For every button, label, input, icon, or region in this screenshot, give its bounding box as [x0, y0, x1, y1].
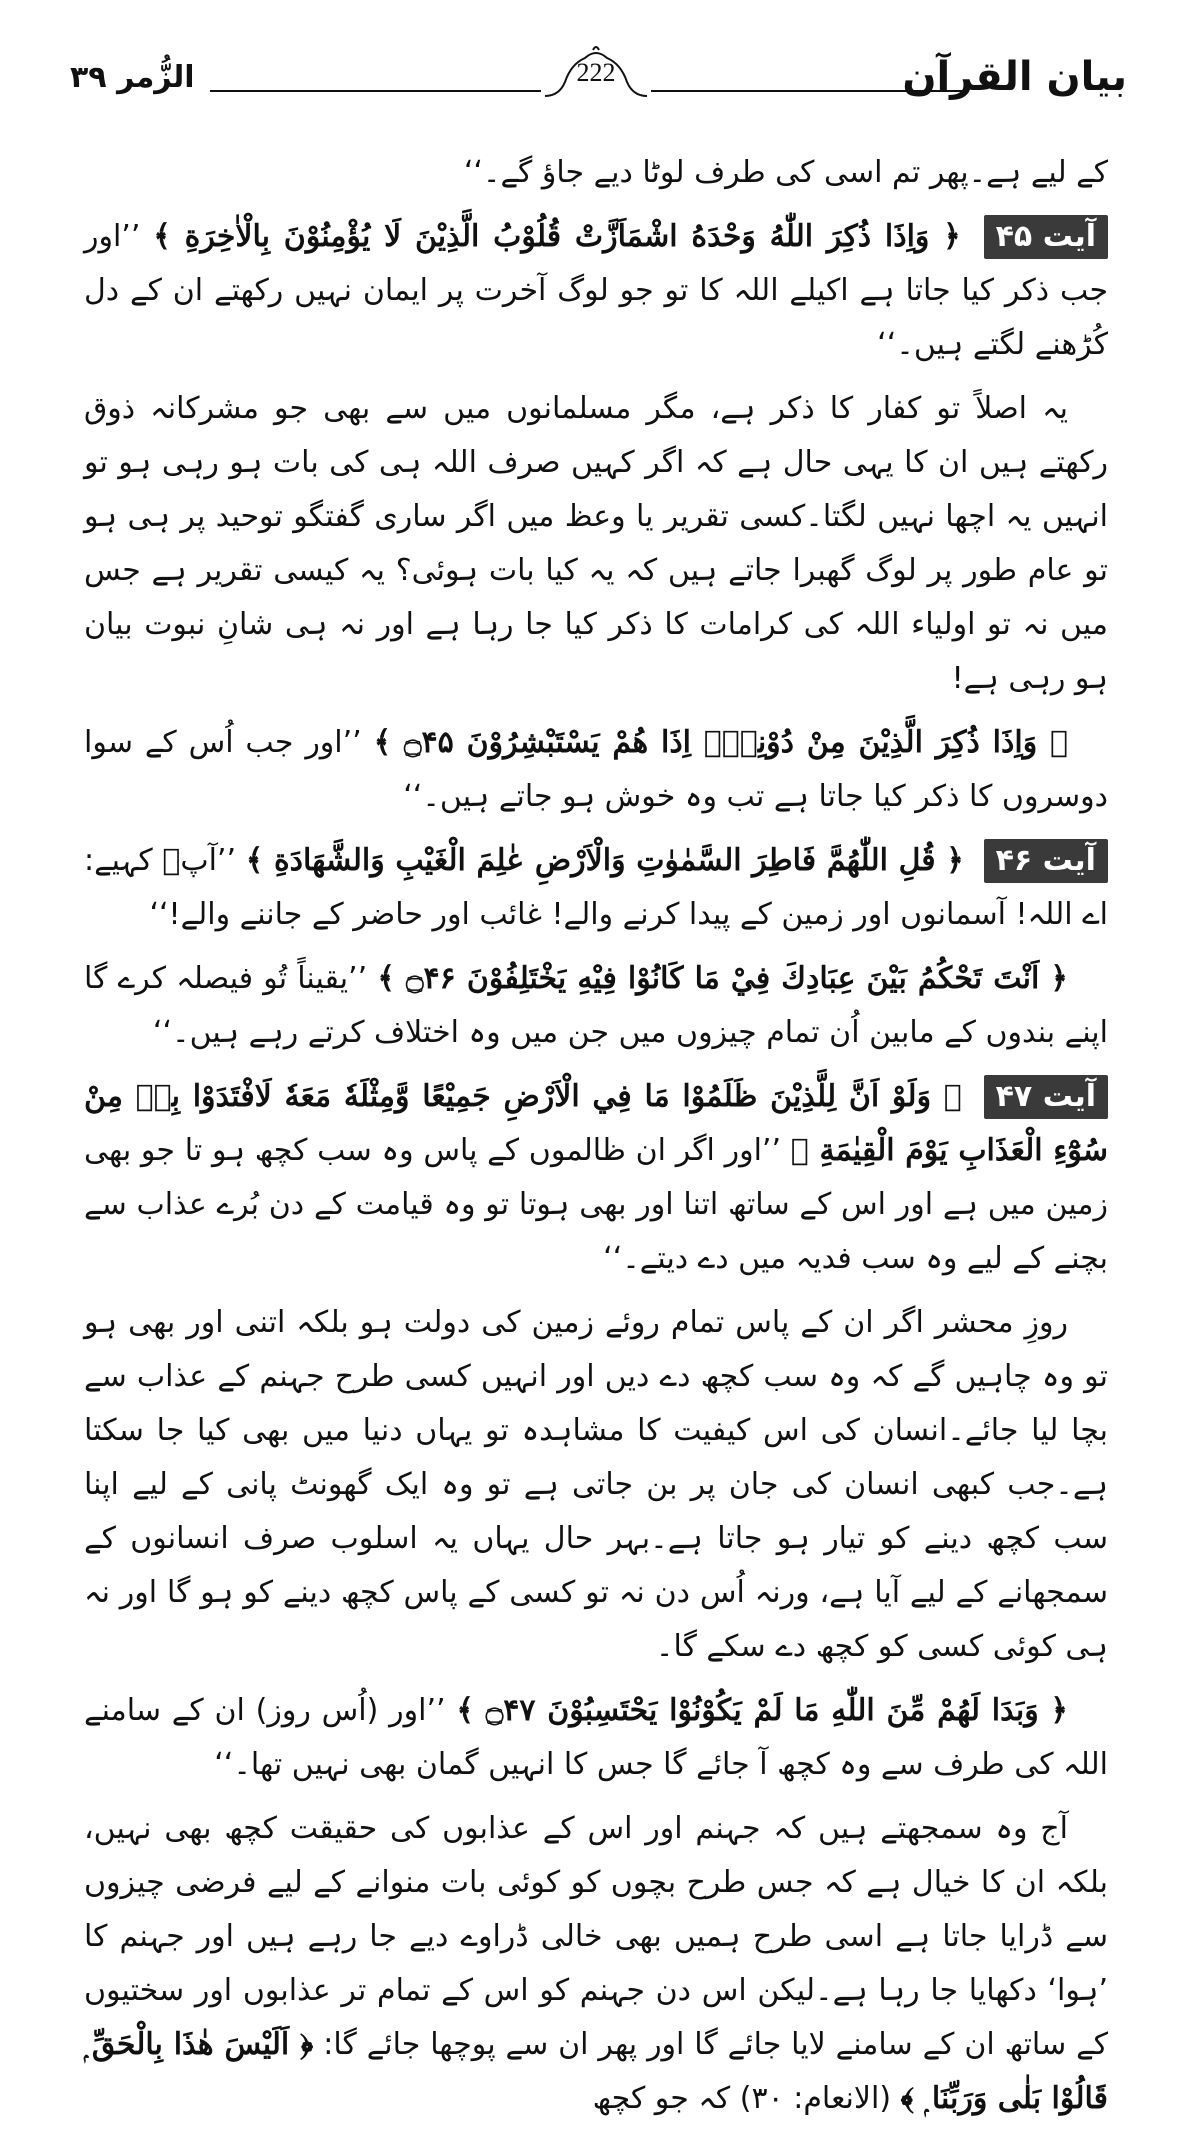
arabic-verse: ﴿ وَلَوْ اَنَّ لِلَّذِيْنَ ظَلَمُوْا مَا فِي الْاَرْضِ جَمِيْعًا وَّمِثْلَهٗ مَعَهٗ لَافْتَدَوْا بِهٖ مِنْ سُوْٓءِ الْعَذَابِ يَوْمَ الْقِيٰمَةِ ﴾: [84, 1079, 1108, 1168]
running-header: [60, 40, 1132, 110]
ayah-label: آیت ۴۶: [984, 839, 1108, 883]
ayah-block-45: [84, 210, 1108, 372]
paragraph-text: آج وہ سمجھتے ہیں کہ جہنم اور اس کے عذابوں کی حقیقت کچھ بھی نہیں، بلکہ ان کا خیال ہے کہ جس طرح بچوں کو کوئی بات منوانے کے لیے فرضی چیزوں سے ڈرایا جاتا ہے اسی طرح ہمیں بھی خالی ڈراوے دیے جا رہے ہیں اور جہنم کا ’ہوا‘ دکھایا جا رہا ہے۔لیکن اس دن جہنم کو اس کے تمام تر عذابوں اور سختیوں کے ساتھ ان کے سامنے لایا جائے گا اور پھر ان سے پوچھا جائے گا:: [84, 1811, 1108, 2062]
paragraph: [84, 1296, 1108, 1674]
paragraph: [84, 382, 1108, 706]
ayah-label: آیت ۴۵: [984, 215, 1108, 259]
verse-paragraph: [84, 716, 1108, 824]
body-text: [84, 146, 1108, 2136]
book-title: بیان القرآن: [902, 54, 1127, 100]
translation-text: ’’اور جب اُس کے سوا دوسروں کا ذکر کیا جاتا ہے تب وہ خوش ہو جاتے ہیں۔‘‘: [84, 725, 1108, 814]
paragraph-text: کہ جو کچھ: [592, 2081, 731, 2116]
surah-label: الزُّمر ۳۹: [70, 60, 195, 95]
verse-paragraph: [84, 1684, 1108, 1792]
paragraph: [84, 146, 1108, 200]
arabic-verse: ﴿ اَلَيْسَ هٰذَا بِالْحَقِّ ۭ قَالُوْا بَلٰى وَرَبِّنَا ۭ ﴾: [84, 2027, 1108, 2116]
verse-reference: (الانعام: ۳۰): [739, 2081, 892, 2116]
paragraph: [84, 1802, 1108, 2126]
page-number-ornament: [541, 44, 651, 106]
ayah-block-46: [84, 834, 1108, 942]
translation-text: ’’اور اگر ان ظالموں کے پاس وہ سب کچھ ہو تا جو بھی زمین میں ہے اور اس کے ساتھ اتنا اور بھی ہوتا تو وہ قیامت کے دن بُرے عذاب سے بچنے کے لیے وہ سب فدیہ میں دے دیتے۔‘‘: [84, 1133, 1108, 1276]
arabic-verse: ﴿ وَاِذَا ذُكِرَ الَّذِيْنَ مِنْ دُوْنِهٖٓ اِذَا هُمْ يَسْتَبْشِرُوْنَ ۝۴۵ ﴾: [373, 725, 1068, 760]
page-number: 222: [576, 58, 616, 87]
paragraph-text: روزِ محشر اگر ان کے پاس تمام روئے زمین کی دولت ہو بلکہ اتنی اور بھی ہو تو وہ چاہیں گے کہ وہ سب کچھ دے دیں اور انہیں کسی طرح جہنم کے عذاب سے بچا لیا جائے۔انسان کی اس کیفیت کا مشاہدہ تو یہاں دنیا میں بھی کیا جا سکتا ہے۔جب کبھی انسان کی جان پر بن جاتی ہے تو وہ ایک گھونٹ پانی کے لیے اپنا سب کچھ دینے کو تیار ہو جاتا ہے۔بہر حال یہاں یہ اسلوب صرف انسانوں کے سمجھانے کے لیے آیا ہے، ورنہ اُس دن نہ تو کسی کے پاس کچھ دینے کو ہو گا اور نہ ہی کوئی کسی کو کچھ دے سکے گا۔: [84, 1305, 1108, 1664]
translation-text: ’’اور (اُس روز) ان کے سامنے اللہ کی طرف سے وہ کچھ آ جائے گا جس کا انہیں گمان بھی نہیں تھا۔‘‘: [84, 1693, 1108, 1782]
arabic-verse: ﴿ اَنْتَ تَحْكُمُ بَيْنَ عِبَادِكَ فِيْ مَا كَانُوْا فِيْهِ يَخْتَلِفُوْنَ ۝۴۶ ﴾: [377, 961, 1068, 996]
translation-text: ’’یقیناً تُو فیصلہ کرے گا اپنے بندوں کے مابین اُن تمام چیزوں میں جن میں وہ اختلاف کرتے رہے ہیں۔‘‘: [84, 961, 1108, 1050]
arabic-verse: ﴿ وَبَدَا لَهُمْ مِّنَ اللّٰهِ مَا لَمْ يَكُوْنُوْا يَحْتَسِبُوْنَ ۝۴۷ ﴾: [456, 1693, 1069, 1728]
translation-text: ’’آپؐ کہیے: اے اللہ! آسمانوں اور زمین کے پیدا کرنے والے! غائب اور حاضر کے جاننے والے!‘‘: [84, 843, 1108, 932]
paragraph-text: یہ اصلاً تو کفار کا ذکر ہے، مگر مسلمانوں میں سے بھی جو مشرکانہ ذوق رکھتے ہیں ان کا یہی حال ہے کہ اگر کہیں صرف اللہ ہی کی بات ہو رہی ہو تو انہیں یہ اچھا نہیں لگتا۔کسی تقریر یا وعظ میں اگر ساری گفتگو توحید پر ہی ہو تو عام طور پر لوگ گھبرا جاتے ہیں کہ یہ کیا بات ہوئی؟ یہ کیسی تقریر ہے جس میں نہ تو اولیاء اللہ کی کرامات کا ذکر کیا جا رہا ہے اور نہ ہی شانِ نبوت بیان ہو رہی ہے!: [84, 391, 1108, 696]
verse-paragraph: [84, 952, 1108, 1060]
ayah-label: آیت ۴۷: [984, 1075, 1108, 1119]
arabic-verse: ﴿ قُلِ اللّٰهُمَّ فَاطِرَ السَّمٰوٰتِ وَالْاَرْضِ عٰلِمَ الْغَيْبِ وَالشَّهَادَةِ ﴾: [245, 843, 964, 878]
ayah-block-47: [84, 1070, 1108, 1286]
arabic-verse: ﴿ وَاِذَا ذُكِرَ اللّٰهُ وَحْدَهُ اشْمَاَزَّتْ قُلُوْبُ الَّذِيْنَ لَا يُؤْمِنُوْنَ بِالْاٰخِرَةِ ﴾: [153, 219, 961, 254]
translation-text: ’’اور جب ذکر کیا جاتا ہے اکیلے اللہ کا تو جو لوگ آخرت پر ایمان نہیں رکھتے ان کے دل کُڑھنے لگتے ہیں۔‘‘: [84, 219, 1108, 362]
paragraph-text: کے لیے ہے۔پھر تم اسی کی طرف لوٹا دیے جاؤ گے۔‘‘: [463, 155, 1108, 190]
